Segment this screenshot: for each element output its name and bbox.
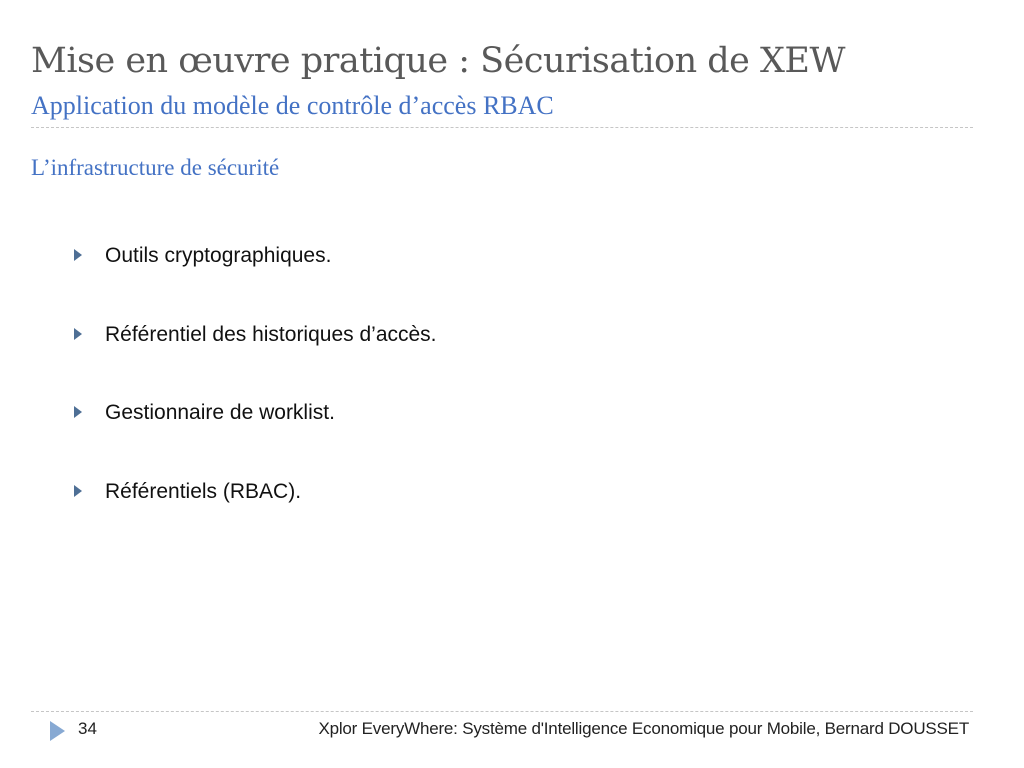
footer-text: Xplor EveryWhere: Système d'Intelligence Economique pour Mobile, Bernard DOUSSET bbox=[318, 719, 969, 738]
triangle-right-icon bbox=[74, 249, 82, 261]
bullet-text: Référentiels (RBAC). bbox=[105, 479, 302, 503]
bullet-text: Outils cryptographiques. bbox=[105, 244, 332, 267]
footer-divider bbox=[31, 711, 973, 712]
triangle-right-icon bbox=[50, 721, 65, 741]
triangle-right-icon bbox=[74, 406, 82, 418]
triangle-right-icon bbox=[74, 485, 82, 497]
bullet-text: Gestionnaire de worklist. bbox=[105, 401, 335, 424]
bullet-text: Référentiel des historiques d’accès. bbox=[105, 322, 437, 346]
slide-title: Mise en œuvre pratique : Sécurisation de XEW bbox=[31, 41, 845, 81]
page-number: 34 bbox=[78, 719, 97, 738]
triangle-right-icon bbox=[74, 328, 82, 340]
header-divider bbox=[31, 127, 973, 128]
slide-subtitle: Application du modèle de contrôle d’accès RBAC bbox=[31, 91, 554, 120]
section-heading: L’infrastructure de sécurité bbox=[31, 155, 280, 180]
